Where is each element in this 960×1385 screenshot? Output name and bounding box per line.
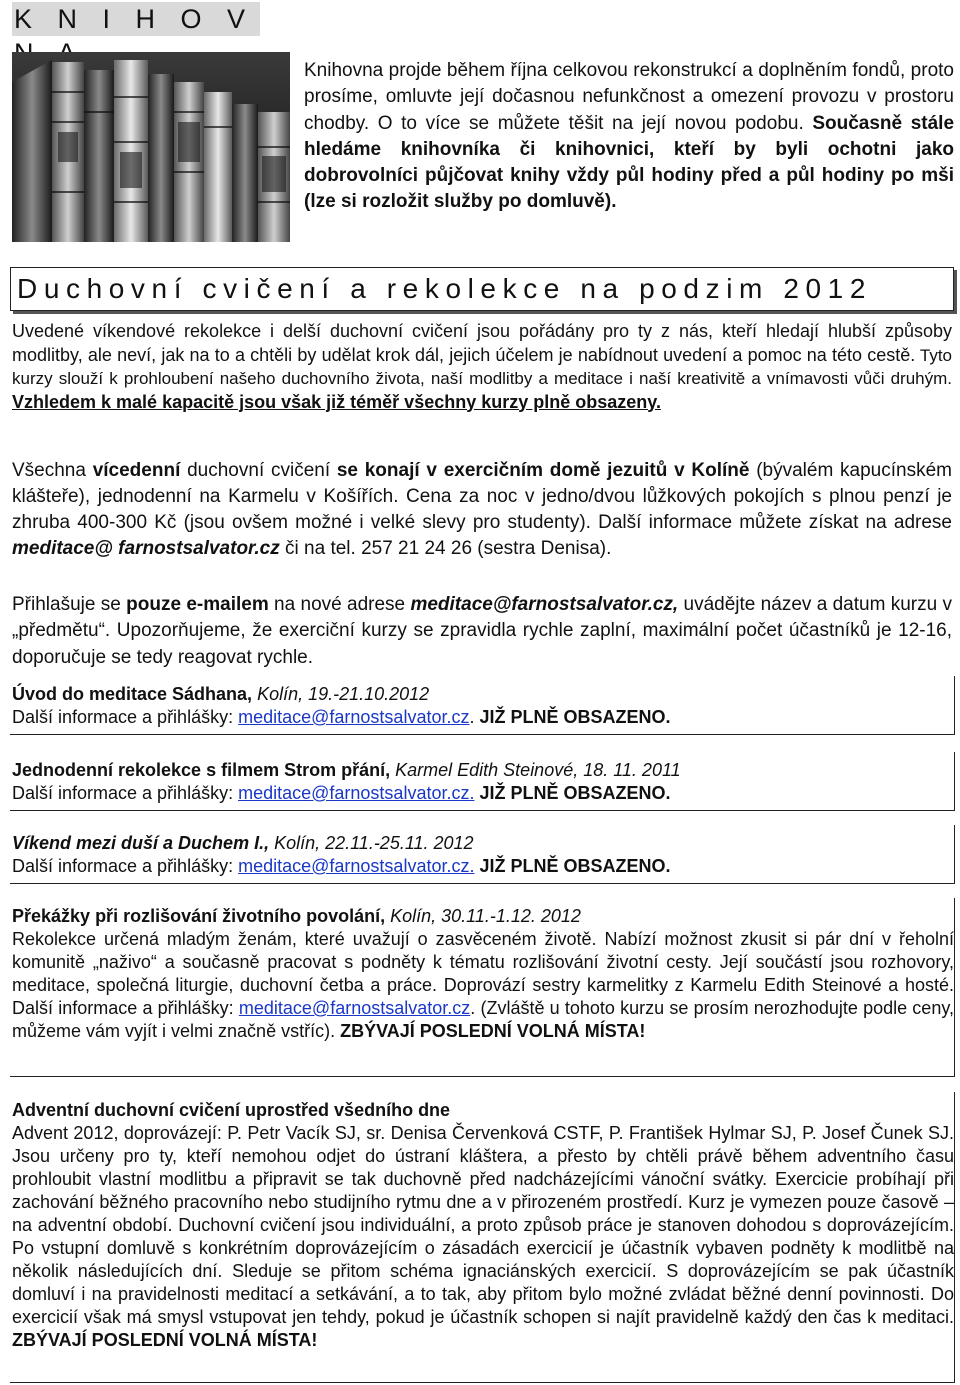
event-info: Další informace a přihlášky:: [12, 856, 239, 876]
intro-paragraph-2: [12, 458, 952, 562]
event-email-link[interactable]: meditace@farnostsalvator.cz: [238, 707, 470, 727]
event-5: [12, 1099, 954, 1352]
event-body-2: . (Zvláště u tohoto kurzu se prosím nerozhodujte podle ceny, můžeme vám vyjít i velmi značně vstříc).: [12, 998, 954, 1041]
event-status: JIŽ PLNĚ OBSAZENO.: [479, 856, 671, 876]
library-notice-bold: Současně stále hledáme knihovníka či knihovnici, kteří by byli ochotni jako dobrovolníci půjčovat knihy vždy půl hodiny před a půl hodiny po mši (lze si rozložit služby po domluvě).: [304, 112, 955, 213]
event-status: JIŽ PLNĚ OBSAZENO.: [479, 783, 671, 803]
intro-p2-g: či na tel. 257 21 24 26 (sestra Denisa).: [279, 538, 612, 559]
event-title: Jednodenní rekolekce s filmem Strom přání,: [12, 760, 391, 780]
intro-p3-email: meditace@farnostsalvator.cz,: [410, 594, 679, 615]
event-2: [12, 759, 954, 805]
intro-p1-mid: Tyto kurzy slouží k prohloubení našeho duchovního života, naší modlitby a meditace i naší kreativitě a vnímavosti vůči druhým.: [12, 345, 952, 388]
intro-paragraph-1: [12, 320, 952, 414]
event-meta: Kolín, 30.11.-1.12. 2012: [385, 906, 581, 926]
books-photo: [12, 52, 290, 242]
intro-p2-c: duchovní cvičení: [180, 460, 337, 481]
event-title: Víkend mezi duší a Duchem I.,: [12, 833, 270, 853]
intro-p2-email: meditace@ farnostsalvator.cz: [12, 538, 280, 559]
intro-p3-c: na nové adrese: [268, 594, 411, 615]
library-title: K N I H O V: [12, 2, 260, 36]
intro-p1-text: Uvedené víkendové rekolekce i delší duchovní cvičení jsou pořádány pro ty z nás, kteří hledají hlubší způsoby modlitby, ale neví, jak na to a chtěli by udělat krok dál, jejich účelem je nabídnout uvedení a pomoc na této cestě.: [12, 321, 952, 365]
intro-p2-a: Všechna: [12, 460, 93, 481]
intro-p2-d: se konají v exercičním domě jezuitů v Kolíně: [336, 460, 750, 481]
event-1: [12, 683, 954, 729]
intro-p1-warning: Vzhledem k malé kapacitě jsou však již téměř všechny kurzy plně obsazeny.: [12, 391, 661, 412]
section-title: Duchovní cvičení a rekolekce na podzim 2012: [17, 273, 873, 304]
event-info: Další informace a přihlášky:: [12, 707, 239, 727]
event-email-link[interactable]: meditace@farnostsalvator.cz: [238, 998, 471, 1018]
event-status: ZBÝVAJÍ POSLEDNÍ VOLNÁ MÍSTA!: [340, 1021, 646, 1041]
event-body: Advent 2012, doprovázejí: P. Petr Vacík SJ, sr. Denisa Červenková CSTF, P. František Hylmar SJ, P. Josef Čunek SJ. Jsou určeny pro ty, kteří nemohou odjet do ústraní kláštera, a přesto by chtěli právě během adventního času prohloubit vlastní modlitbu a připravit se tak duchovně před nadcházejícími vánoční svátky. Exercicie probíhají při zachování běžného pracovního nebo studijního rytmu dne a v přirozeném prostředí. Kurz je vymezen pouze časově – na adventní období. Duchovní cvičení jsou individuální, a proto způsob práce je stanoven dohodou s doprovázejícím. Po vstupní domluvě s konkrétním doprovázejícím o zásadách exercicií je účastník vybaven podněty k modlitbě na několik následujících dní. Sleduje se přitom schéma ignaciánských exercicií. S doprovázejícím se pak účastník domluví i na pravidelnosti meditací a setkávání, a to tak, aby přitom bylo možné zvládat běžné denní povinnosti. Do exercicií však má smysl vstupovat jen tehdy, pokud je účastník schopen si najít pravidelně každý den čas k meditaci.: [12, 1123, 954, 1327]
library-notice: [304, 58, 954, 216]
event-info: Další informace a přihlášky:: [12, 783, 239, 803]
event-email-link[interactable]: meditace@farnostsalvator.cz.: [238, 856, 475, 876]
event-status: ZBÝVAJÍ POSLEDNÍ VOLNÁ MÍSTA!: [12, 1330, 318, 1350]
event-3: [12, 832, 954, 878]
intro-p2-b: vícedenní: [92, 460, 181, 481]
library-notice-text: Knihovna projde během října celkovou rekonstrukcí a doplněním fondů, proto prosíme, omluvte její dočasnou nefunkčnost a omezení provozu v prostoru chodby. O to více se můžete těšit na její novou podobu.: [304, 60, 954, 134]
event-status: JIŽ PLNĚ OBSAZENO.: [479, 707, 671, 727]
event-title: Adventní duchovní cvičení uprostřed všedního dne: [12, 1100, 451, 1120]
event-title: Překážky při rozlišování životního povolání,: [12, 906, 386, 926]
event-meta: Kolín, 19.-21.10.2012: [252, 684, 430, 704]
event-body: Rekolekce určená mladým ženám, které uvažují o zasvěceném životě. Nabízí možnost zkusit si pár dní v řeholní komunitě „naživo“ a současně pracovat s podněty k tématu rozlišování životní cesty. Její součástí jsou rozhovory, meditace, společná liturgie, duchovní četba a práce. Doprovází sestry karmelitky z Karmelu Edith Steinové a hosté. Další informace a přihlášky:: [12, 929, 954, 1018]
event-email-link[interactable]: meditace@farnostsalvator.cz.: [238, 783, 475, 803]
event-meta: Karmel Edith Steinové, 18. 11. 2011: [390, 760, 681, 780]
intro-p3-a: Přihlašuje se: [12, 594, 127, 615]
event-meta: Kolín, 22.11.-25.11. 2012: [269, 833, 474, 853]
section-heading-box: [10, 267, 954, 311]
intro-paragraph-3: [12, 592, 952, 671]
event-4: [12, 905, 954, 1043]
event-title: Úvod do meditace Sádhana,: [12, 684, 253, 704]
intro-p2-e: (bývalém kapucínském klášteře), jednodenní na Karmelu v Košířích. Cena za noc v jedno/dvou lůžkových pokojích s plnou penzí je zhruba 400-300 Kč (jsou ovšem možné i velké slevy pro studenty). Další informace můžete získat na adrese: [12, 460, 952, 533]
intro-p3-e: uvádějte název a datum kurzu v „předmětu“. Upozorňujeme, že exerciční kurzy se zpravidla rychle zaplní, maximální počet účastníků je 12-16, doporučuje se tedy reagovat rychle.: [12, 594, 952, 668]
intro-p3-b: pouze e-mailem: [126, 594, 269, 615]
event-sep: .: [469, 707, 480, 727]
